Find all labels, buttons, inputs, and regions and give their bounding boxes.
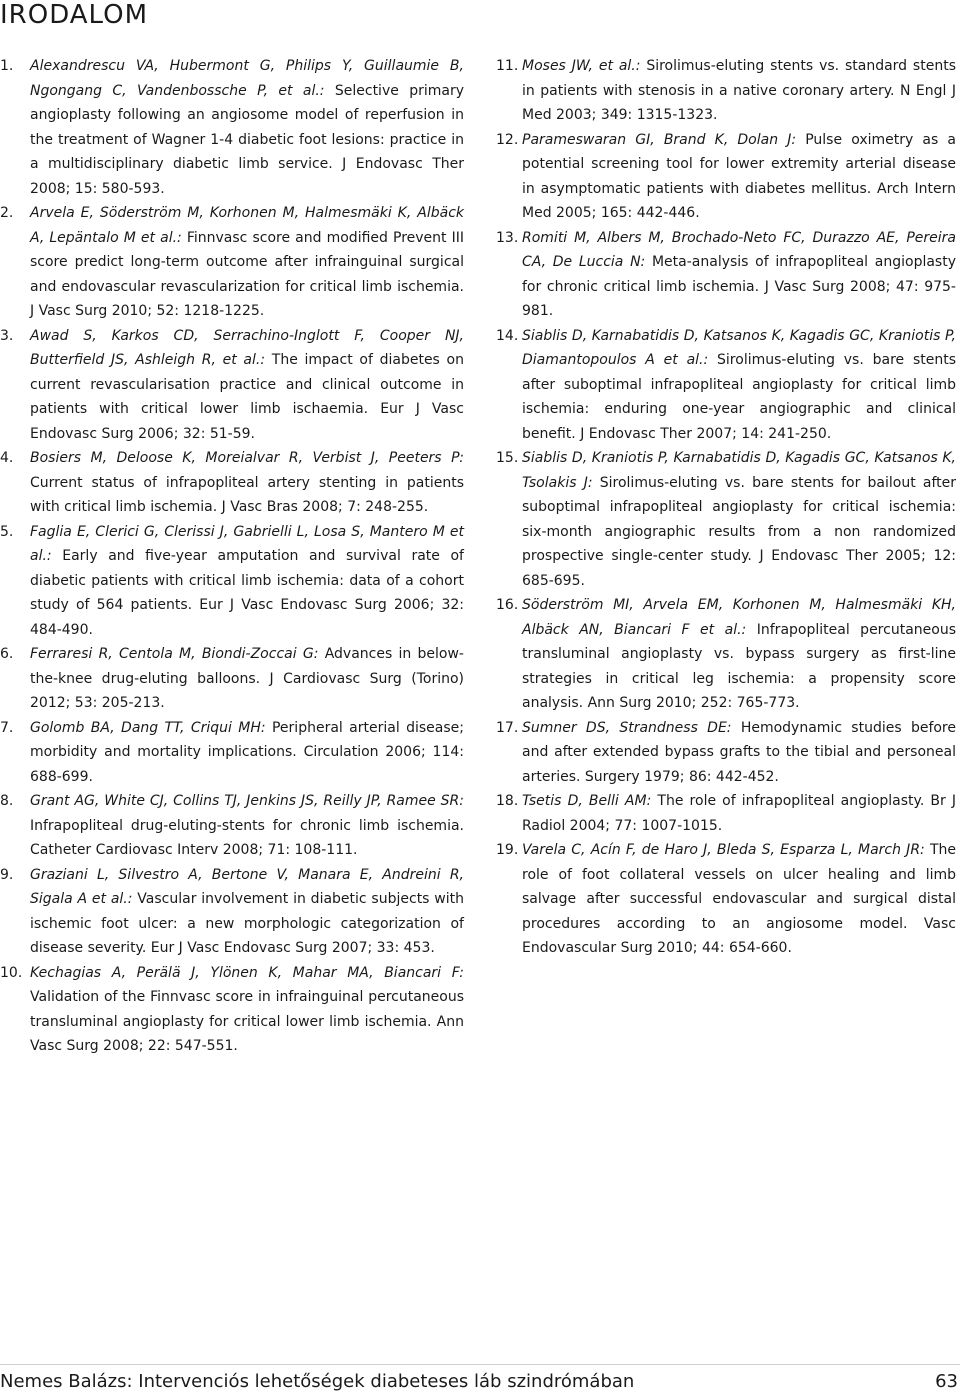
- reference-text: Meta-analysis of infrapopliteal angioplasty for chronic critical limb ischemia. J Vasc Surg 2008; 47: 975-981.: [522, 254, 956, 319]
- reference-authors: Siablis D, Kraniotis P, Karnabatidis D, Kagadis GC, Katsanos K, Tsolakis J:: [522, 450, 956, 491]
- reference-number: 7.: [0, 719, 14, 736]
- reference-authors: Faglia E, Clerici G, Clerissi J, Gabrielli L, Losa S, Mantero M et al.:: [30, 523, 464, 564]
- reference-authors: Söderström MI, Arvela EM, Korhonen M, Halmesmäki KH, Albäck AN, Biancari F et al.:: [522, 597, 956, 638]
- reference-authors: Alexandrescu VA, Hubermont G, Philips Y, Guillaumie B, Ngongang C, Vandenbossche P, et al.:: [30, 58, 464, 99]
- reference-number: 1.: [0, 58, 14, 74]
- reference-authors: Parameswaran GI, Brand K, Dolan J:: [522, 131, 797, 148]
- reference-number: 2.: [0, 205, 14, 221]
- reference-text: Sirolimus-eluting vs. bare stents after suboptimal infrapopliteal angioplasty for critical limb ischemia: enduring one-year angiographic and clinical benefit. J Endovasc Ther 2007; 14: 241-250.: [522, 352, 956, 442]
- reference-body: [522, 446, 956, 593]
- reference-item: [496, 446, 956, 593]
- reference-body: [522, 128, 956, 226]
- reference-body: [30, 201, 464, 324]
- reference-item: [0, 324, 464, 447]
- reference-item: [0, 520, 464, 643]
- reference-text: Sirolimus-eluting vs. bare stents for bailout after suboptimal infrapopliteal angioplasty for critical ischemia: six-month angiographic results from a non randomized prospective single-center study. J Endovasc Ther 2005; 12: 685-695.: [522, 474, 957, 589]
- reference-item: [0, 716, 464, 790]
- reference-number: 4.: [0, 450, 14, 466]
- reference-item: [0, 446, 464, 520]
- reference-item: [496, 226, 956, 324]
- reference-text: Early and five-year amputation and survival rate of diabetic patients with critical limb ischemia: data of a cohort study of 564 patients. Eur J Vasc Endovasc Surg 2006; 32: 484-490.: [30, 548, 464, 638]
- reference-body: [522, 716, 956, 790]
- reference-authors: Sumner DS, Strandness DE:: [522, 719, 732, 736]
- reference-text: Infrapopliteal drug-eluting-stents for chronic limb ischemia. Catheter Cardiovasc Interv 2008; 71: 108-111.: [30, 817, 464, 858]
- footer-title: Nemes Balázs: Intervenciós lehetőségek diabeteses láb szindrómában: [0, 1371, 635, 1392]
- left-column: [0, 54, 464, 1059]
- reference-number: 8.: [0, 793, 14, 809]
- reference-text: The role of foot collateral vessels on ulcer healing and limb salvage after successful endovascular and surgical distal procedures according to an angiosome model. Vasc Endovascular Surg 2010; 44: 654-660.: [522, 842, 956, 956]
- reference-item: [496, 54, 956, 128]
- right-column: [496, 54, 956, 961]
- reference-text: Sirolimus-eluting stents vs. standard stents in patients with stenosis in a native coronary artery. N Engl J Med 2003; 349: 1315-1323.: [522, 58, 956, 123]
- reference-authors: Kechagias A, Perälä J, Ylönen K, Mahar MA, Biancari F:: [30, 964, 464, 981]
- reference-body: [522, 324, 956, 447]
- reference-body: [30, 716, 464, 790]
- reference-number: 13.: [496, 229, 519, 246]
- reference-authors: Siablis D, Karnabatidis D, Katsanos K, Kagadis GC, Kraniotis P, Diamantopoulos A et al.:: [522, 327, 956, 368]
- reference-text: Hemodynamic studies before and after extended bypass grafts to the tibial and personeal arteries. Surgery 1979; 86: 442-452.: [522, 719, 956, 785]
- reference-text: Vascular involvement in diabetic subjects with ischemic foot ulcer: a new morphologic categorization of disease severity. Eur J Vasc Endovasc Surg 2007; 33: 453.: [30, 891, 464, 956]
- reference-item: [496, 324, 956, 447]
- reference-authors: Grant AG, White CJ, Collins TJ, Jenkins JS, Reilly JP, Ramee SR:: [30, 793, 464, 809]
- reference-item: [0, 961, 464, 1059]
- reference-item: [496, 838, 956, 961]
- reference-item: [0, 54, 464, 201]
- reference-body: [522, 789, 956, 838]
- section-heading: IRODALOM: [0, 0, 149, 30]
- reference-body: [30, 54, 464, 201]
- reference-text: Finnvasc score and modified Prevent III score predict long-term outcome after infrainguinal surgical and endovascular revascularization for critical limb ischemia. J Vasc Surg 2010; 52: 1218-1225.: [30, 229, 464, 319]
- reference-item: [496, 593, 956, 716]
- reference-item: [496, 789, 956, 838]
- reference-item: [0, 642, 464, 716]
- page-number: 63: [935, 1371, 958, 1392]
- reference-body: [522, 226, 956, 324]
- reference-body: [30, 446, 464, 520]
- reference-authors: Varela C, Acín F, de Haro J, Bleda S, Esparza L, March JR:: [522, 842, 925, 858]
- reference-number: 9.: [0, 866, 14, 883]
- reference-number: 16.: [496, 597, 519, 613]
- reference-number: 18.: [496, 793, 519, 809]
- reference-number: 5.: [0, 523, 14, 540]
- reference-authors: Moses JW, et al.:: [522, 58, 641, 74]
- reference-authors: Tsetis D, Belli AM:: [522, 793, 652, 809]
- reference-body: [30, 642, 464, 716]
- reference-number: 19.: [496, 842, 519, 858]
- reference-authors: Golomb BA, Dang TT, Criqui MH:: [30, 719, 266, 736]
- reference-body: [522, 593, 956, 716]
- reference-item: [0, 201, 464, 324]
- reference-text: Advances in below-the-knee drug-eluting balloons. J Cardiovasc Surg (Torino) 2012; 53: 205-213.: [30, 646, 464, 711]
- reference-text: The impact of diabetes on current revascularisation practice and clinical outcome in patients with critical lower limb ischaemia. Eur J Vasc Endovasc Surg 2006; 32: 51-59.: [30, 352, 464, 442]
- reference-number: 10.: [0, 964, 23, 981]
- reference-number: 14.: [496, 327, 519, 344]
- reference-authors: Arvela E, Söderström M, Korhonen M, Halmesmäki K, Albäck A, Lepäntalo M et al.:: [30, 205, 464, 246]
- reference-authors: Graziani L, Silvestro A, Bertone V, Manara E, Andreini R, Sigala A et al.:: [30, 866, 464, 907]
- reference-body: [522, 54, 956, 128]
- reference-authors: Bosiers M, Deloose K, Moreialvar R, Verbist J, Peeters P:: [30, 450, 464, 466]
- reference-body: [30, 789, 464, 863]
- reference-body: [30, 863, 464, 961]
- page-footer: [0, 1364, 960, 1399]
- reference-body: [30, 961, 464, 1059]
- reference-text: Infrapopliteal percutaneous transluminal angioplasty vs. bypass surgery as first-line strategies in critical leg ischemia: a propensity score analysis. Ann Surg 2010; 252: 765-773.: [522, 621, 956, 711]
- reference-number: 15.: [496, 450, 519, 466]
- reference-number: 12.: [496, 131, 519, 148]
- reference-number: 17.: [496, 719, 519, 736]
- reference-item: [496, 716, 956, 790]
- reference-authors: Romiti M, Albers M, Brochado-Neto FC, Durazzo AE, Pereira CA, De Luccia N:: [522, 229, 956, 270]
- reference-text: Current status of infrapopliteal artery stenting in patients with critical limb ischemia. J Vasc Bras 2008; 7: 248-255.: [30, 474, 464, 515]
- reference-item: [0, 863, 464, 961]
- reference-text: Validation of the Finnvasc score in infrainguinal percutaneous transluminal angioplasty for critical lower limb ischemia. Ann Vasc Surg 2008; 22: 547-551.: [30, 989, 464, 1054]
- reference-item: [496, 128, 956, 226]
- reference-number: 3.: [0, 327, 14, 344]
- reference-text: Pulse oximetry as a potential screening tool for lower extremity arterial disease in asymptomatic patients with diabetes mellitus. Arch Intern Med 2005; 165: 442-446.: [522, 131, 956, 221]
- reference-item: [0, 789, 464, 863]
- reference-text: The role of infrapopliteal angioplasty. Br J Radiol 2004; 77: 1007-1015.: [522, 793, 957, 834]
- reference-body: [522, 838, 956, 961]
- reference-number: 11.: [496, 58, 519, 74]
- reference-body: [30, 520, 464, 643]
- reference-text: Peripheral arterial disease; morbidity and mortality implications. Circulation 2006; 114: 688-699.: [30, 719, 464, 785]
- reference-body: [30, 324, 464, 447]
- reference-authors: Ferraresi R, Centola M, Biondi-Zoccai G:: [30, 646, 319, 662]
- reference-authors: Awad S, Karkos CD, Serrachino-Inglott F, Cooper NJ, Butterfield JS, Ashleigh R, et al.:: [30, 327, 464, 368]
- reference-text: Selective primary angioplasty following an angiosome model of reperfusion in the treatment of Wagner 1-4 diabetic foot lesions: practice in a multidisciplinary diabetic limb service. J Endovasc Ther 2008; 15: 580-593.: [30, 82, 464, 197]
- reference-number: 6.: [0, 646, 14, 662]
